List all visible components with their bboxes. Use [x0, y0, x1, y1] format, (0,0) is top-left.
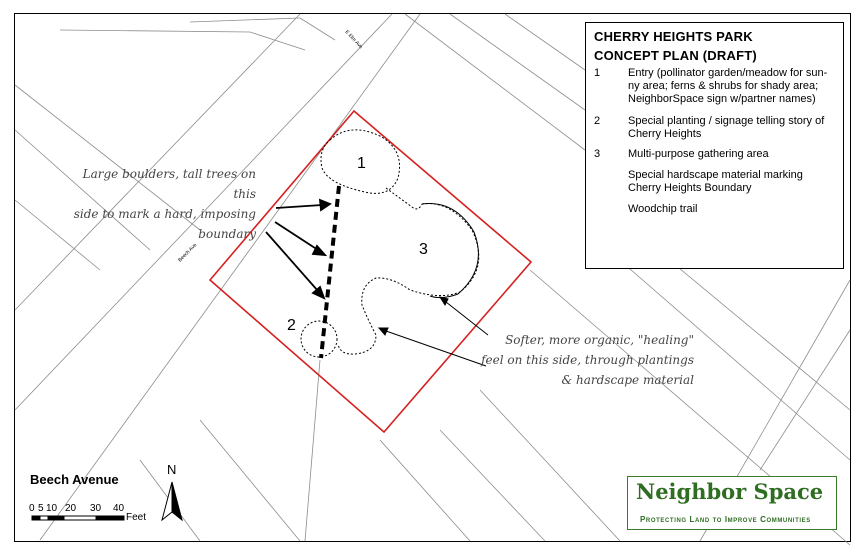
neighborspace-logo: [627, 476, 837, 530]
note-right-line3: & hardscape material: [561, 373, 694, 387]
scale-unit: Feet: [126, 512, 147, 523]
street-label-elm-ave: E Elm Ave: [343, 29, 364, 51]
left-arrows: [266, 200, 330, 298]
street-label-beech-ave: Beech Ave: [177, 242, 199, 264]
legend-item-2-num: 2: [594, 115, 601, 127]
note-left-line2: side to mark a hard, imposing: [73, 207, 256, 221]
note-left: [66, 164, 256, 244]
legend-item-3-text: Multi-purpose gathering area: [628, 148, 769, 160]
legend-item-3-num: 3: [594, 148, 601, 160]
legend-title-line1: CHERRY HEIGHTS PARK: [594, 29, 753, 44]
area-1-label: 1: [357, 155, 366, 172]
scale-tick-40: 40: [113, 503, 125, 514]
scale-tick-30: 30: [90, 503, 102, 514]
legend-item-2-text: Special planting / signage telling story of Cherry Heights: [628, 115, 825, 140]
north-label: N: [167, 462, 177, 477]
area-2-label: 2: [287, 317, 296, 334]
note-left-line1: Large boulders, tall trees on this: [82, 167, 256, 201]
area-3-label: 3: [419, 241, 428, 258]
legend-item-trail-text: Woodchip trail: [628, 203, 698, 215]
legend-box: [585, 22, 844, 269]
gathering-area-edge: [422, 204, 478, 298]
north-arrow-icon: [162, 482, 182, 520]
area-2-outline: [301, 321, 337, 357]
note-right: [474, 330, 694, 390]
bottom-street-name: Beech Avenue: [30, 472, 119, 487]
scale-tick-10: 10: [46, 503, 58, 514]
scale-tick-20: 20: [65, 503, 77, 514]
logo-tagline: Protecting Land to Improve Communities: [640, 515, 811, 524]
legend-item-1-text: Entry (pollinator garden/meadow for sun-ny area; ferns & shrubs for shady area; NeighborSpace sign w/partner names): [628, 67, 828, 105]
scale-tick-5: 5: [38, 503, 44, 514]
scale-bar: [32, 516, 124, 520]
hardscape-boundary-line: [321, 186, 339, 358]
scale-tick-0: 0: [29, 503, 35, 514]
logo-name: Neighbor Space: [636, 479, 824, 504]
note-right-line2: feel on this side, through plantings: [481, 353, 694, 367]
note-right-line1: Softer, more organic, "healing": [505, 333, 694, 347]
legend-item-hardscape-text: Special hardscape material marking Cherry Heights Boundary: [628, 169, 803, 194]
legend-item-1-num: 1: [594, 67, 601, 79]
note-left-line3: boundary: [198, 227, 256, 241]
legend-title-line2: CONCEPT PLAN (DRAFT): [594, 48, 757, 63]
